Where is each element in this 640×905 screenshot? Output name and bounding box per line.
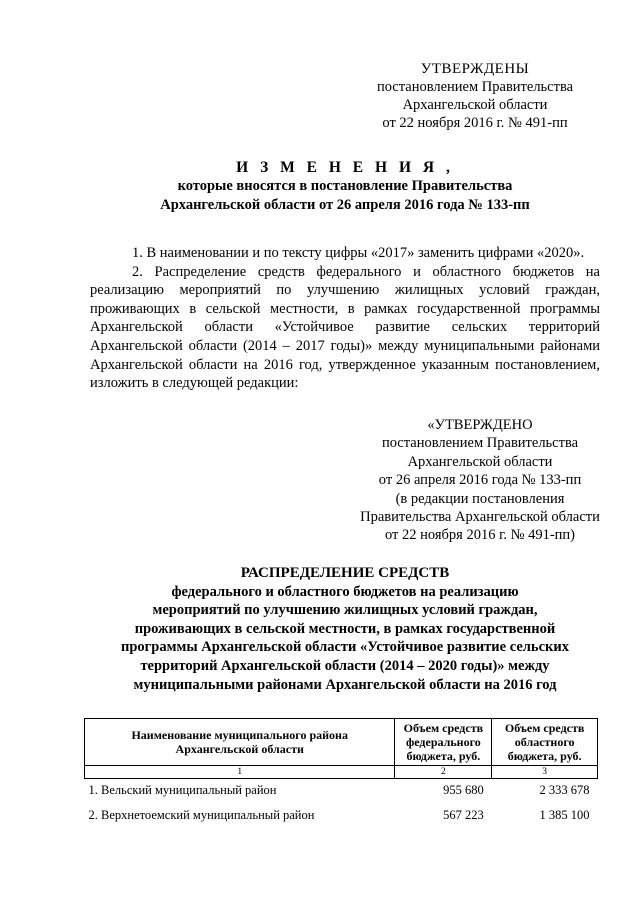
column-header-federal: Объем средств федерального бюджета, руб. — [395, 719, 492, 766]
approval-stamp — [330, 60, 620, 132]
federal-amount: 955 680 — [443, 783, 484, 797]
regional-amount: 1 385 100 — [539, 808, 590, 822]
paragraph-2: 2. Распределение средств федерального и областного бюджетов на реализацию мероприятий по улучшению жилищных условий граждан, проживающих в сельской местности, в рамках государственной программы Архангельской области «Устойчивое развитие сельских территорий Архангельской области (2014 – 2017 годы)» между муниципальными районами Архангельской области на 2016 год, утвержденное указанным постановлением, изложить в следующей редакции: — [90, 263, 600, 392]
approval-line: от 26 апреля 2016 года № 133-пп — [378, 472, 582, 489]
federal-amount: 567 223 — [443, 808, 484, 822]
approval-heading: УТВЕРЖДЕНЫ — [420, 61, 530, 77]
column-number-row — [85, 766, 598, 779]
paragraph-1: 1. В наименовании и по тексту цифры «2017» заменить цифрами «2020». — [132, 245, 585, 261]
district-name: 1. Вельский муниципальный район — [88, 783, 277, 797]
changes-heading: И З М Е Н Е Н И Я , — [236, 159, 454, 176]
regional-amount: 2 333 678 — [539, 783, 590, 797]
distribution-line: проживающих в сельской местности, в рамках государственной — [134, 620, 556, 637]
distribution-table — [84, 718, 598, 829]
table-row — [85, 804, 598, 829]
changes-title — [90, 158, 600, 215]
table-header-row — [85, 719, 598, 766]
column-number: 1 — [85, 766, 395, 779]
approval-line: от 22 ноября 2016 г. № 491-пп) — [384, 527, 576, 544]
distribution-line: федерального и областного бюджетов на реализацию — [171, 583, 519, 600]
distribution-line: мероприятий по улучшению жилищных условий граждан, — [152, 602, 538, 619]
distribution-line: программы Архангельской области «Устойчивое развитие сельских — [121, 639, 569, 656]
approval-line: постановлением Правительства — [376, 79, 574, 95]
changes-body — [90, 244, 600, 393]
approval-line: постановлением Правительства — [381, 435, 579, 452]
column-number: 2 — [395, 766, 492, 779]
table-row — [85, 779, 598, 805]
district-name: 2. Верхнетоемский муниципальный район — [88, 808, 315, 822]
distribution-line: муниципальными районами Архангельской области на 2016 год — [133, 676, 557, 693]
distribution-title — [90, 564, 600, 694]
column-header-district: Наименование муниципального района Архангельской области — [85, 719, 395, 766]
changes-subtitle-line: Архангельской области от 26 апреля 2016 года № 133-пп — [160, 197, 530, 213]
approval-line: (в редакции постановления — [395, 490, 565, 507]
changes-subtitle-line: которые вносятся в постановление Правительства — [177, 178, 513, 194]
approval-line: «УТВЕРЖДЕНО — [427, 417, 533, 433]
approval-stamp-revised — [330, 416, 630, 545]
approval-line: Архангельской области — [402, 97, 548, 113]
approval-line: от 22 ноября 2016 г. № 491-пп — [382, 115, 568, 131]
approval-line: Правительства Архангельской области — [360, 509, 600, 526]
approval-line: Архангельской области — [407, 453, 553, 470]
column-number: 3 — [492, 766, 598, 779]
column-header-regional: Объем средств областного бюджета, руб. — [492, 719, 598, 766]
distribution-line: территорий Архангельской области (2014 – 2020 годы)» между — [140, 657, 550, 674]
distribution-heading: РАСПРЕДЕЛЕНИЕ СРЕДСТВ — [240, 565, 450, 581]
